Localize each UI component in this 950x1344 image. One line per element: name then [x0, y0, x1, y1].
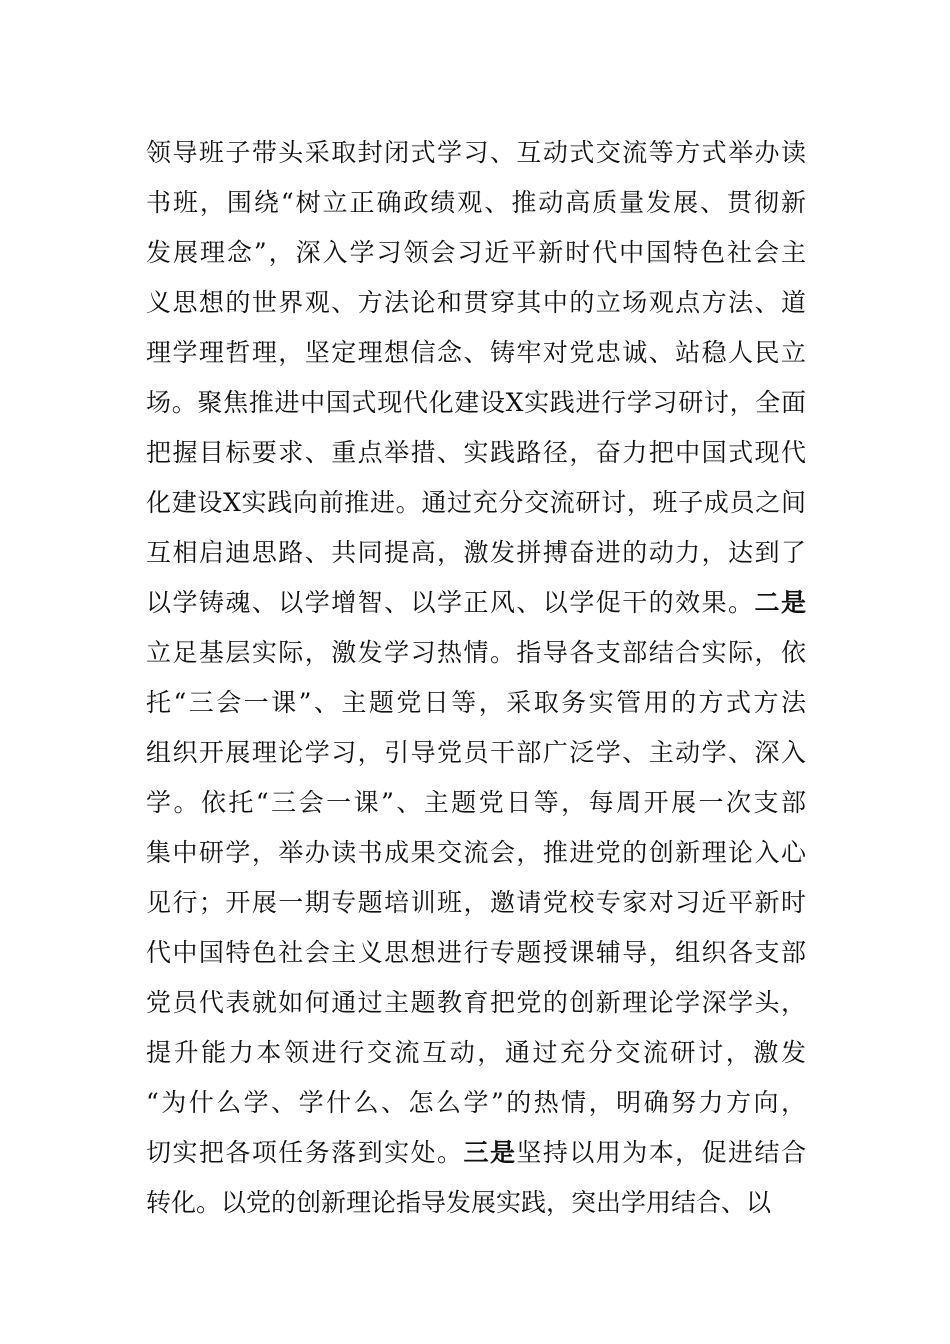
body-text — [146, 130, 806, 1230]
text-run: 组织开展理论学习，引导党员干部广泛学、主动学、深入 — [146, 738, 806, 767]
text-line — [146, 1080, 806, 1130]
bold-marker: 二是 — [754, 588, 806, 617]
text-line — [146, 380, 806, 430]
text-run: “为什么学、学什么、怎么学”的热情，明确努力方向， — [146, 1088, 806, 1117]
text-run: 托“三会一课”、主题党日等，采取务实管用的方式方法 — [146, 688, 806, 717]
text-run: 互相启迪思路、共同提高，激发拼搏奋进的动力，达到了 — [146, 538, 806, 567]
text-line — [146, 530, 806, 580]
text-run: 领导班子带头采取封闭式学习、互动式交流等方式举办读 — [146, 138, 806, 167]
text-line — [146, 680, 806, 730]
text-run: 发展理念”，深入学习领会习近平新时代中国特色社会主 — [146, 238, 806, 267]
text-run: 坚持以用为本，促进结合 — [516, 1138, 806, 1167]
text-run: 化建设X实践向前推进。通过充分交流研讨，班子成员之间 — [146, 488, 806, 517]
text-line — [146, 330, 806, 380]
text-run: 书班，围绕“树立正确政绩观、推动高质量发展、贯彻新 — [146, 188, 806, 217]
text-line — [146, 480, 806, 530]
text-run: 义思想的世界观、方法论和贯穿其中的立场观点方法、道 — [146, 288, 806, 317]
text-run: 见行；开展一期专题培训班，邀请党校专家对习近平新时 — [146, 888, 806, 917]
text-line — [146, 1030, 806, 1080]
text-line — [146, 1130, 806, 1180]
text-line — [146, 230, 806, 280]
text-line — [146, 780, 806, 830]
text-run: 以学铸魂、以学增智、以学正风、以学促干的效果。 — [146, 588, 755, 617]
text-line — [146, 180, 806, 230]
text-line — [146, 930, 806, 980]
text-run: 立足基层实际，激发学习热情。指导各支部结合实际，依 — [146, 638, 806, 667]
text-line — [146, 980, 806, 1030]
text-run: 提升能力本领进行交流互动，通过充分交流研讨，激发 — [146, 1038, 806, 1067]
text-run: 切实把各项任务落到实处。 — [146, 1138, 464, 1167]
text-line — [146, 130, 806, 180]
text-run: 集中研学，举办读书成果交流会，推进党的创新理论入心 — [146, 838, 806, 867]
text-run: 场。聚焦推进中国式现代化建设X实践进行学习研讨，全面 — [146, 388, 806, 417]
text-line — [146, 730, 806, 780]
text-line — [146, 630, 806, 680]
bold-marker: 三是 — [463, 1138, 517, 1167]
text-line — [146, 1180, 806, 1230]
text-run: 学。依托“三会一课”、主题党日等，每周开展一次支部 — [146, 788, 806, 817]
text-line — [146, 580, 806, 630]
text-run: 转化。以党的创新理论指导发展实践，突出学用结合、以 — [146, 1188, 772, 1217]
text-run: 代中国特色社会主义思想进行专题授课辅导，组织各支部 — [146, 938, 806, 967]
text-line — [146, 430, 806, 480]
text-line — [146, 830, 806, 880]
text-line — [146, 880, 806, 930]
text-line — [146, 280, 806, 330]
text-run: 把握目标要求、重点举措、实践路径，奋力把中国式现代 — [146, 438, 806, 467]
text-run: 党员代表就如何通过主题教育把党的创新理论学深学头， — [146, 988, 806, 1017]
text-run: 理学理哲理，坚定理想信念、铸牢对党忠诚、站稳人民立 — [146, 338, 806, 367]
